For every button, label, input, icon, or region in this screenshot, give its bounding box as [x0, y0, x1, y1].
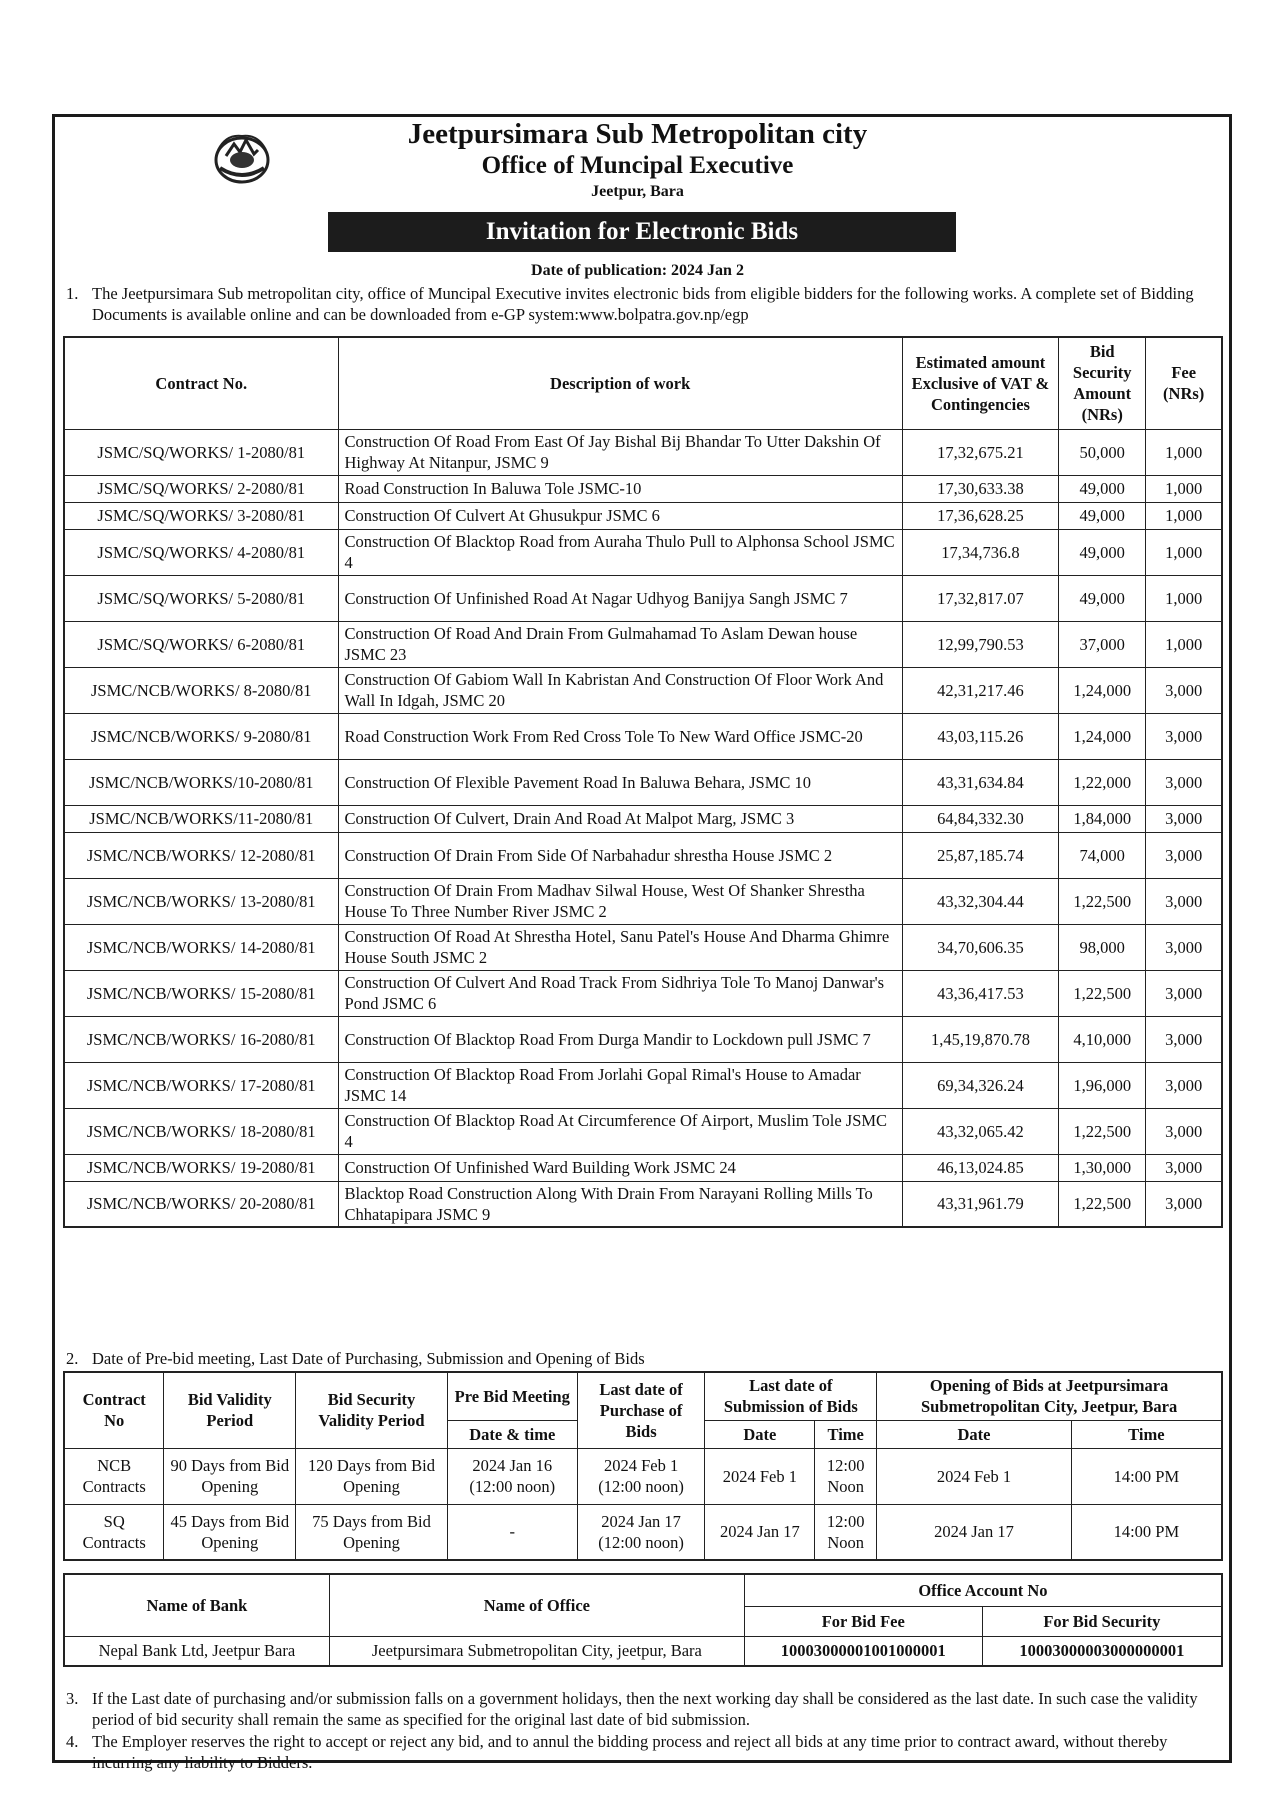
office-name: Jeetpursimara Submetropolitan City, jeetpur, Bara	[329, 1636, 744, 1666]
bid-security-amount: 4,10,000	[1059, 1016, 1146, 1062]
works-row	[64, 429, 1222, 475]
submission-date: 2024 Jan 17	[705, 1504, 815, 1560]
estimated-amount: 43,32,065.42	[902, 1108, 1058, 1154]
contract-no: JSMC/SQ/WORKS/ 2-2080/81	[64, 475, 338, 502]
paragraph-number: 3.	[66, 1689, 79, 1708]
header-bid-security: Bid Security Amount (NRs)	[1059, 337, 1146, 429]
work-description: Construction Of Culvert And Road Track From Sidhriya Tole To Manoj Danwar's Pond JSMC 6	[338, 970, 902, 1016]
work-description: Construction Of Culvert, Drain And Road At Malpot Marg, JSMC 3	[338, 805, 902, 832]
fee: 3,000	[1146, 667, 1222, 713]
office-location: Jeetpur, Bara	[591, 183, 684, 200]
estimated-amount: 12,99,790.53	[902, 621, 1058, 667]
header-security-validity: Bid Security Validity Period	[296, 1372, 448, 1448]
work-description: Construction Of Gabiom Wall In Kabristan And Construction Of Floor Work And Wall In Idgah, JSMC 20	[338, 667, 902, 713]
bid-security-amount: 49,000	[1059, 529, 1146, 575]
security-validity: 75 Days from Bid Opening	[296, 1504, 448, 1560]
header-bank-name: Name of Bank	[64, 1574, 329, 1636]
estimated-amount: 17,32,817.07	[902, 575, 1058, 621]
fee: 1,000	[1146, 621, 1222, 667]
bid-security-amount: 1,24,000	[1059, 713, 1146, 759]
work-description: Construction Of Road From East Of Jay Bishal Bij Bhandar To Utter Dakshin Of Highway At Nitanpur, JSMC 9	[338, 429, 902, 475]
header-fee: Fee (NRs)	[1146, 337, 1222, 429]
fee: 3,000	[1146, 1016, 1222, 1062]
fee: 3,000	[1146, 878, 1222, 924]
contract-type: NCB Contracts	[64, 1448, 164, 1504]
bid-security-amount: 1,22,500	[1059, 878, 1146, 924]
work-description: Construction Of Unfinished Road At Nagar Udhyog Banijya Sangh JSMC 7	[338, 575, 902, 621]
works-row	[64, 475, 1222, 502]
bid-validity: 90 Days from Bid Opening	[164, 1448, 296, 1504]
dates-row-ncb	[64, 1448, 1222, 1504]
bid-security-amount: 1,22,500	[1059, 1108, 1146, 1154]
contract-no: JSMC/NCB/WORKS/ 13-2080/81	[64, 878, 338, 924]
header-contract: Contract No	[64, 1372, 164, 1448]
header-office-name: Name of Office	[329, 1574, 744, 1636]
works-row	[64, 502, 1222, 529]
contract-no: JSMC/NCB/WORKS/10-2080/81	[64, 759, 338, 805]
works-row	[64, 759, 1222, 805]
works-row	[64, 805, 1222, 832]
estimated-amount: 43,36,417.53	[902, 970, 1058, 1016]
bid-security-amount: 37,000	[1059, 621, 1146, 667]
estimated-amount: 25,87,185.74	[902, 832, 1058, 878]
bid-security-amount: 98,000	[1059, 924, 1146, 970]
work-description: Construction Of Blacktop Road from Auraha Thulo Pull to Alphonsa School JSMC 4	[338, 529, 902, 575]
paragraph-number: 2.	[66, 1349, 79, 1368]
paragraph-4	[66, 1731, 1218, 1773]
estimated-amount: 43,31,961.79	[902, 1181, 1058, 1227]
contract-no: JSMC/NCB/WORKS/ 19-2080/81	[64, 1154, 338, 1181]
paragraph-number: 1.	[66, 284, 79, 303]
contract-no: JSMC/NCB/WORKS/ 8-2080/81	[64, 667, 338, 713]
work-description: Construction Of Blacktop Road At Circumference Of Airport, Muslim Tole JSMC 4	[338, 1108, 902, 1154]
estimated-amount: 17,30,633.38	[902, 475, 1058, 502]
purchase-date: 2024 Feb 1 (12:00 noon)	[577, 1448, 705, 1504]
contract-no: JSMC/SQ/WORKS/ 3-2080/81	[64, 502, 338, 529]
header-bid-validity: Bid Validity Period	[164, 1372, 296, 1448]
fee: 3,000	[1146, 970, 1222, 1016]
work-description: Construction Of Blacktop Road From Jorlahi Gopal Rimal's House to Amadar JSMC 14	[338, 1062, 902, 1108]
bid-dates-table	[63, 1371, 1223, 1561]
estimated-amount: 43,03,115.26	[902, 713, 1058, 759]
office-title: Office of Muncipal Executive	[481, 152, 794, 179]
bid-security-amount: 49,000	[1059, 502, 1146, 529]
estimated-amount: 64,84,332.30	[902, 805, 1058, 832]
works-row	[64, 1108, 1222, 1154]
work-description: Construction Of Blacktop Road From Durga Mandir to Lockdown pull JSMC 7	[338, 1016, 902, 1062]
estimated-amount: 17,32,675.21	[902, 429, 1058, 475]
paragraph-1	[66, 283, 1216, 325]
fee: 1,000	[1146, 575, 1222, 621]
bank-row	[64, 1636, 1222, 1666]
works-header-row	[64, 337, 1222, 429]
work-description: Construction Of Drain From Madhav Silwal House, West Of Shanker Shrestha House To Three Number River JSMC 2	[338, 878, 902, 924]
header-contract-no: Contract No.	[64, 337, 338, 429]
estimated-amount: 34,70,606.35	[902, 924, 1058, 970]
fee: 1,000	[1146, 529, 1222, 575]
header-last-submission: Last date of Submission of Bids	[705, 1372, 877, 1420]
bid-validity: 45 Days from Bid Opening	[164, 1504, 296, 1560]
bid-security-amount: 1,96,000	[1059, 1062, 1146, 1108]
contract-no: JSMC/SQ/WORKS/ 5-2080/81	[64, 575, 338, 621]
submission-time: 12:00 Noon	[815, 1448, 877, 1504]
organization-title: Jeetpursimara Sub Metropolitan city	[407, 118, 868, 150]
header-submission-time: Time	[815, 1420, 877, 1448]
work-description: Construction Of Drain From Side Of Narbahadur shrestha House JSMC 2	[338, 832, 902, 878]
estimated-amount: 1,45,19,870.78	[902, 1016, 1058, 1062]
fee: 3,000	[1146, 832, 1222, 878]
header-for-bid-fee: For Bid Fee	[744, 1606, 982, 1636]
work-description: Road Construction Work From Red Cross Tole To New Ward Office JSMC-20	[338, 713, 902, 759]
estimated-amount: 69,34,326.24	[902, 1062, 1058, 1108]
bid-security-amount: 49,000	[1059, 475, 1146, 502]
fee: 3,000	[1146, 924, 1222, 970]
contract-no: JSMC/SQ/WORKS/ 6-2080/81	[64, 621, 338, 667]
works-table	[63, 336, 1223, 1228]
fee: 1,000	[1146, 475, 1222, 502]
dates-row-sq	[64, 1504, 1222, 1560]
submission-date: 2024 Feb 1	[705, 1448, 815, 1504]
fee: 3,000	[1146, 1062, 1222, 1108]
works-row	[64, 667, 1222, 713]
contract-no: JSMC/NCB/WORKS/ 18-2080/81	[64, 1108, 338, 1154]
contract-no: JSMC/NCB/WORKS/ 9-2080/81	[64, 713, 338, 759]
fee: 3,000	[1146, 1154, 1222, 1181]
bid-fee-account: 10003000001001000001	[744, 1636, 982, 1666]
header-prebid-meeting: Pre Bid Meeting	[447, 1372, 577, 1420]
paragraph-number: 4.	[66, 1732, 79, 1751]
contract-no: JSMC/NCB/WORKS/11-2080/81	[64, 805, 338, 832]
fee: 1,000	[1146, 429, 1222, 475]
works-body	[64, 429, 1222, 1227]
estimated-amount: 17,34,736.8	[902, 529, 1058, 575]
submission-time: 12:00 Noon	[815, 1504, 877, 1560]
fee: 3,000	[1146, 1181, 1222, 1227]
work-description: Construction Of Culvert At Ghusukpur JSMC 6	[338, 502, 902, 529]
works-row	[64, 924, 1222, 970]
contract-no: JSMC/SQ/WORKS/ 4-2080/81	[64, 529, 338, 575]
works-row	[64, 878, 1222, 924]
notice-title-banner: Invitation for Electronic Bids	[328, 212, 956, 252]
works-row	[64, 529, 1222, 575]
bank-account-table	[63, 1573, 1223, 1667]
bid-security-amount: 1,22,500	[1059, 1181, 1146, 1227]
estimated-amount: 43,32,304.44	[902, 878, 1058, 924]
works-row	[64, 832, 1222, 878]
work-description: Construction Of Flexible Pavement Road In Baluwa Behara, JSMC 10	[338, 759, 902, 805]
header-description: Description of work	[338, 337, 902, 429]
estimated-amount: 46,13,024.85	[902, 1154, 1058, 1181]
contract-no: JSMC/NCB/WORKS/ 17-2080/81	[64, 1062, 338, 1108]
work-description: Blacktop Road Construction Along With Drain From Narayani Rolling Mills To Chhatapipara JSMC 9	[338, 1181, 902, 1227]
bid-security-amount: 49,000	[1059, 575, 1146, 621]
bid-security-amount: 1,84,000	[1059, 805, 1146, 832]
contract-type: SQ Contracts	[64, 1504, 164, 1560]
contract-no: JSMC/NCB/WORKS/ 15-2080/81	[64, 970, 338, 1016]
header-last-purchase: Last date of Purchase of Bids	[577, 1372, 705, 1448]
opening-time: 14:00 PM	[1071, 1504, 1222, 1560]
bid-security-amount: 1,24,000	[1059, 667, 1146, 713]
fee: 1,000	[1146, 502, 1222, 529]
paragraph-text: Date of Pre-bid meeting, Last Date of Purchasing, Submission and Opening of Bids	[92, 1349, 645, 1368]
contract-no: JSMC/SQ/WORKS/ 1-2080/81	[64, 429, 338, 475]
purchase-date: 2024 Jan 17 (12:00 noon)	[577, 1504, 705, 1560]
works-row	[64, 1154, 1222, 1181]
fee: 3,000	[1146, 1108, 1222, 1154]
header-for-bid-security: For Bid Security	[982, 1606, 1222, 1636]
work-description: Construction Of Unfinished Ward Building Work JSMC 24	[338, 1154, 902, 1181]
header-office-account: Office Account No	[744, 1574, 1222, 1606]
paragraph-3	[66, 1688, 1218, 1730]
paragraph-text: The Jeetpursimara Sub metropolitan city, office of Muncipal Executive invites electronic bids from eligible bidders for the following works. A complete set of Bidding Documents is available online and can be downloaded from e-GP system:www.bolpatra.gov.np/egp	[92, 284, 1194, 324]
contract-no: JSMC/NCB/WORKS/ 20-2080/81	[64, 1181, 338, 1227]
header-opening: Opening of Bids at Jeetpursimara Submetropolitan City, Jeetpur, Bara	[877, 1372, 1222, 1420]
header-prebid-datetime: Date & time	[447, 1420, 577, 1448]
security-validity: 120 Days from Bid Opening	[296, 1448, 448, 1504]
fee: 3,000	[1146, 805, 1222, 832]
works-row	[64, 1016, 1222, 1062]
works-row	[64, 575, 1222, 621]
bid-security-amount: 1,22,500	[1059, 970, 1146, 1016]
work-description: Construction Of Road And Drain From Gulmahamad To Aslam Dewan house JSMC 23	[338, 621, 902, 667]
bid-security-account: 10003000003000000001	[982, 1636, 1222, 1666]
estimated-amount: 42,31,217.46	[902, 667, 1058, 713]
contract-no: JSMC/NCB/WORKS/ 16-2080/81	[64, 1016, 338, 1062]
bid-security-amount: 1,22,000	[1059, 759, 1146, 805]
bid-security-amount: 74,000	[1059, 832, 1146, 878]
prebid-date: -	[447, 1504, 577, 1560]
contract-no: JSMC/NCB/WORKS/ 14-2080/81	[64, 924, 338, 970]
opening-time: 14:00 PM	[1071, 1448, 1222, 1504]
paragraph-2	[66, 1348, 1216, 1369]
bid-security-amount: 50,000	[1059, 429, 1146, 475]
works-row	[64, 1181, 1222, 1227]
publication-date: Date of publication: 2024 Jan 2	[531, 262, 744, 279]
opening-date: 2024 Jan 17	[877, 1504, 1072, 1560]
works-row	[64, 970, 1222, 1016]
works-row	[64, 1062, 1222, 1108]
fee: 3,000	[1146, 759, 1222, 805]
work-description: Construction Of Road At Shrestha Hotel, Sanu Patel's House And Dharma Ghimre House South JSMC 2	[338, 924, 902, 970]
prebid-date: 2024 Jan 16 (12:00 noon)	[447, 1448, 577, 1504]
works-row	[64, 621, 1222, 667]
paragraph-text: If the Last date of purchasing and/or submission falls on a government holidays, then the next working day shall be considered as the last date. In such case the validity period of bid security shall remain the same as specified for the original last date of bid submission.	[92, 1689, 1198, 1729]
fee: 3,000	[1146, 713, 1222, 759]
contract-no: JSMC/NCB/WORKS/ 12-2080/81	[64, 832, 338, 878]
work-description: Road Construction In Baluwa Tole JSMC-10	[338, 475, 902, 502]
estimated-amount: 43,31,634.84	[902, 759, 1058, 805]
opening-date: 2024 Feb 1	[877, 1448, 1072, 1504]
header-estimated-amount: Estimated amount Exclusive of VAT & Contingencies	[902, 337, 1058, 429]
header-opening-date: Date	[877, 1420, 1072, 1448]
header-opening-time: Time	[1071, 1420, 1222, 1448]
works-row	[64, 713, 1222, 759]
bank-name: Nepal Bank Ltd, Jeetpur Bara	[64, 1636, 329, 1666]
estimated-amount: 17,36,628.25	[902, 502, 1058, 529]
paragraph-text: The Employer reserves the right to accept or reject any bid, and to annul the bidding process and reject all bids at any time prior to contract award, without thereby incurring any liability to Bidders.	[92, 1732, 1168, 1772]
bid-security-amount: 1,30,000	[1059, 1154, 1146, 1181]
header-submission-date: Date	[705, 1420, 815, 1448]
